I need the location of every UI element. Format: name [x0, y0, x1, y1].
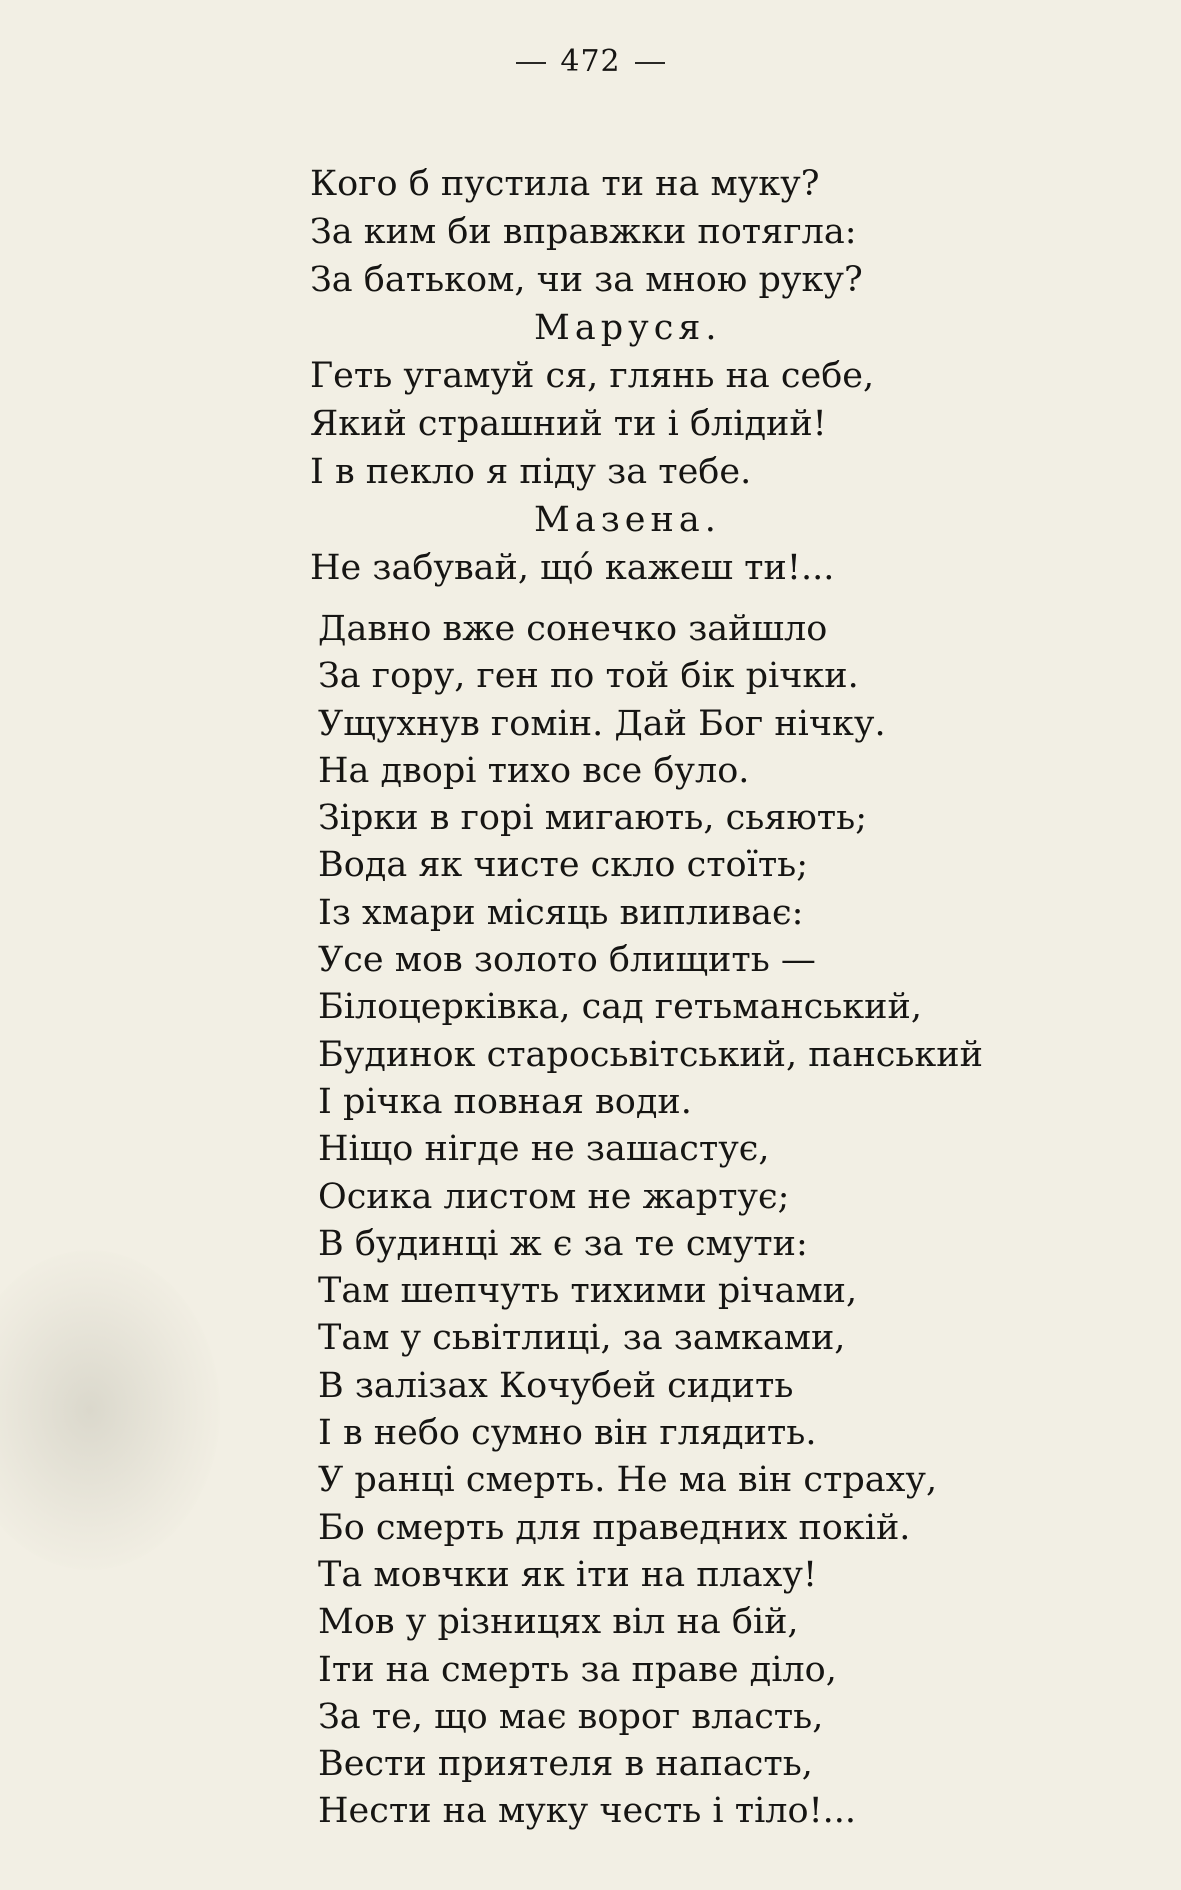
paper-stain: [0, 1250, 220, 1570]
verse-line: За батьком, чи за мною руку?: [310, 260, 863, 300]
narrative-stanza: [318, 606, 1078, 1836]
page-number-value: 472: [560, 44, 621, 79]
verse-line: Вода як чисте скло стоїть;: [318, 845, 809, 886]
verse-line: І річка повная води.: [318, 1081, 692, 1122]
speaker-name: Маруся.: [534, 308, 722, 348]
verse-line: Нести на муку честь і тіло!...: [318, 1791, 857, 1832]
verse-line: В будинці ж є за те смути:: [318, 1223, 808, 1264]
verse-line: Усе мов золото блищить —: [318, 940, 816, 981]
verse-line: Кого б пустила ти на муку?: [310, 164, 820, 204]
verse-line: І в пекло я піду за тебе.: [310, 452, 752, 492]
page-number: [0, 42, 1181, 82]
verse-line: Зірки в горі мигають, сьяють;: [318, 798, 868, 839]
verse-line: Геть угамуй ся, глянь на себе,: [310, 356, 875, 396]
verse-line: Ніщо нігде не зашастує,: [318, 1129, 770, 1170]
verse-line: Ущухнув гомін. Дай Бог нічку.: [318, 703, 886, 744]
speaker-name: Мазена.: [534, 500, 721, 540]
verse-line: У ранці смерть. Не ма він страху,: [318, 1460, 938, 1501]
page-number-dash-left: [516, 62, 546, 64]
page-number-dash-right: [635, 62, 665, 64]
verse-line: Який страшний ти і блідий!: [310, 404, 827, 444]
verse-line: І в небо сумно він глядить.: [318, 1413, 817, 1454]
verse-line: Іти на смерть за праве діло,: [318, 1649, 837, 1690]
verse-line: Білоцерківка, сад гетьманський,: [318, 987, 922, 1028]
verse-line: За ким би вправжки потягла:: [310, 212, 857, 252]
verse-line: За те, що має ворог власть,: [318, 1696, 824, 1737]
verse-line: В залізах Кочубей сидить: [318, 1365, 794, 1406]
verse-line: Не забувай, щó кажеш ти!...: [310, 548, 835, 588]
verse-line: Будинок старосьвітський, панський: [318, 1034, 983, 1075]
verse-line: Давно вже сонечко зайшло: [318, 609, 828, 649]
verse-line: Вести приятеля в напасть,: [318, 1744, 813, 1785]
verse-line: Із хмари місяць випливає:: [318, 892, 804, 933]
verse-line: На дворі тихо все було.: [318, 750, 750, 791]
dialogue-block: [310, 160, 1070, 592]
verse-line: Та мовчки як іти на плаху!: [318, 1554, 818, 1595]
verse-line: Мов у різницях віл на бій,: [318, 1602, 799, 1643]
verse-line: Там шепчуть тихими річами,: [318, 1271, 858, 1312]
verse-line: Бо смерть для праведних покій.: [318, 1507, 911, 1548]
verse-line: Осика листом не жартує;: [318, 1176, 790, 1217]
verse-line: За гору, ген по той бік річки.: [318, 656, 859, 697]
verse-line: Там у сьвітлиці, за замками,: [318, 1318, 846, 1359]
